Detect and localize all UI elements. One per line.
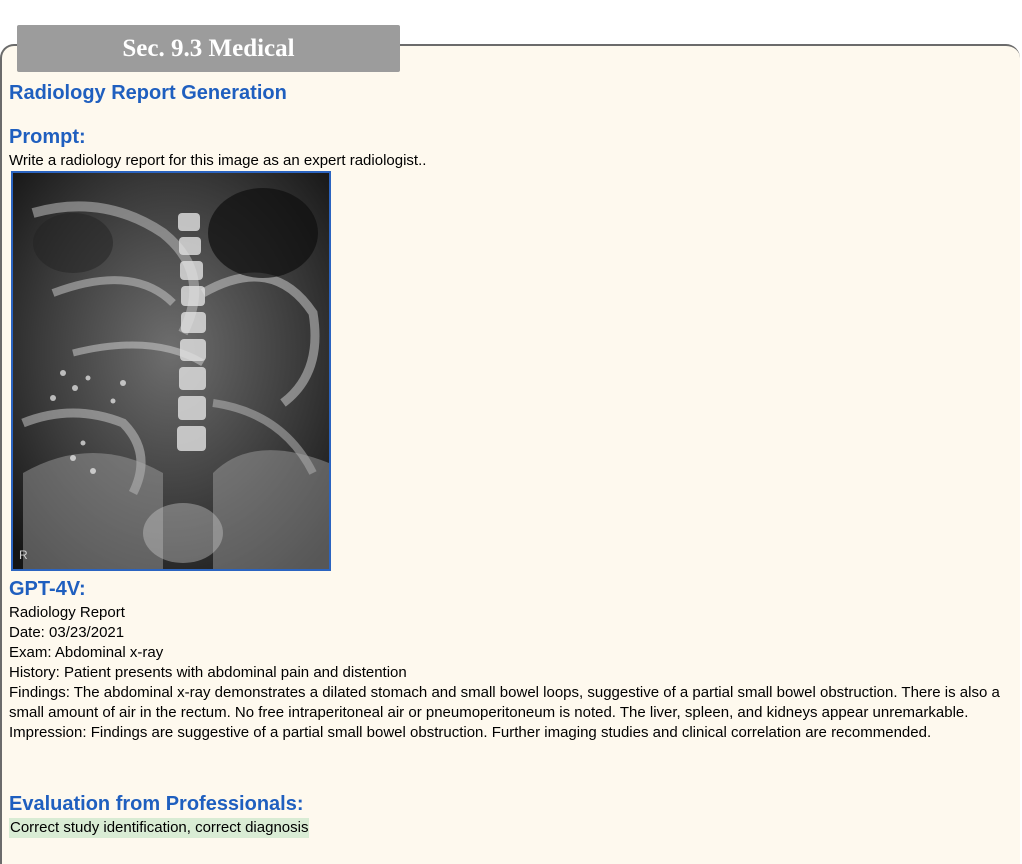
report-line: Exam: Abdominal x-ray xyxy=(9,644,164,661)
section-tab: Sec. 9.3 Medical xyxy=(17,25,400,72)
report-line: Impression: Findings are suggestive of a partial small bowel obstruction. Further imaging studies and clinical correlation are recommended. xyxy=(9,724,932,741)
report-line: Findings: The abdominal x-ray demonstrates a dilated stomach and small bowel loops, suggestive of a partial small bowel obstruction. There is also a small amount of air in the rectum. No free intraperitoneal air or pneumoperitoneum is noted. The liver, spleen, and kidneys appear unremarkable. xyxy=(9,684,1000,721)
prompt-heading: Prompt: xyxy=(9,126,86,148)
prompt-text: Write a radiology report for this image as an expert radiologist.. xyxy=(9,152,427,169)
report-line: History: Patient presents with abdominal pain and distention xyxy=(9,664,407,681)
report-line: Radiology Report xyxy=(9,604,125,621)
image-side-marker: R xyxy=(19,548,28,562)
report-line: Date: 03/23/2021 xyxy=(9,624,125,641)
radiology-report xyxy=(9,603,1014,743)
evaluation-heading: Evaluation from Professionals: xyxy=(9,793,304,815)
abdominal-xray-image xyxy=(11,171,331,571)
response-heading: GPT-4V: xyxy=(9,578,86,600)
evaluation-text: Correct study identification, correct diagnosis xyxy=(10,819,309,836)
page-title: Radiology Report Generation xyxy=(9,82,287,104)
